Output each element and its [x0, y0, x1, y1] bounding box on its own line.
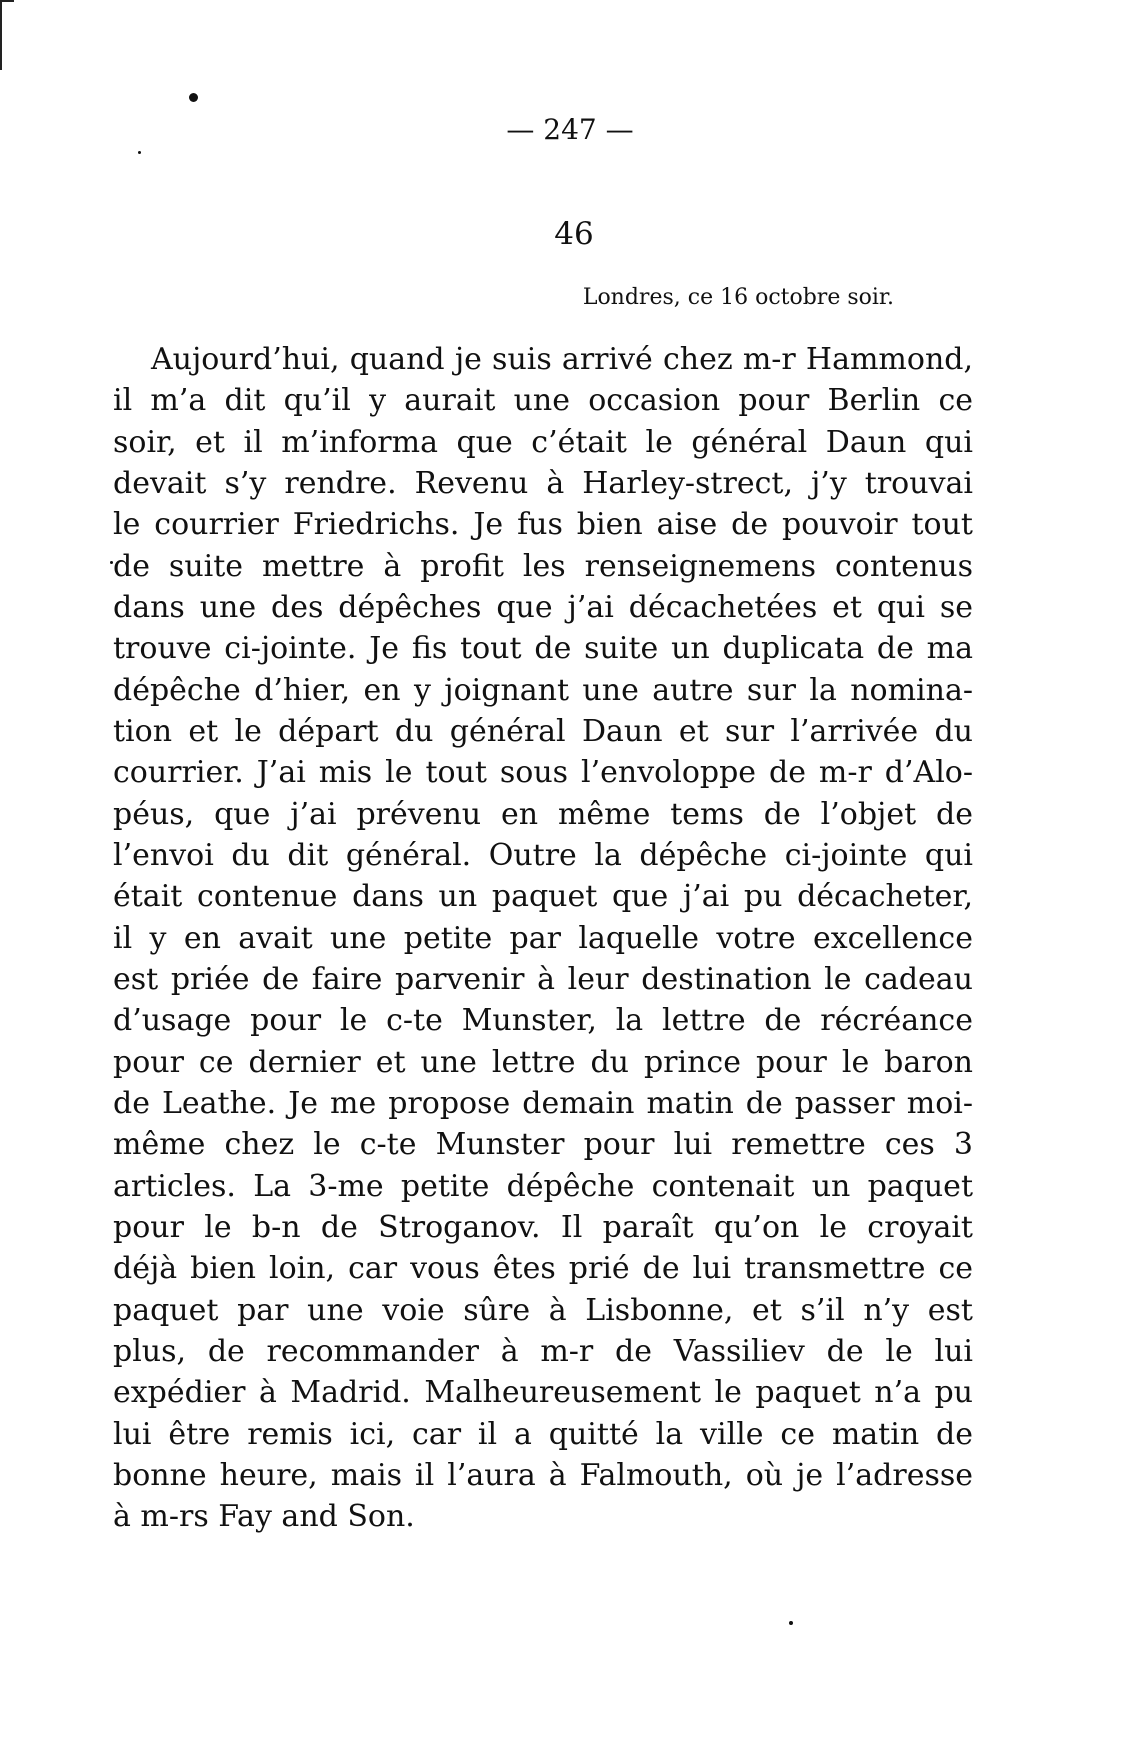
text-line: dépêche d’hier, en y joignant une autre sur la nomina- [113, 672, 973, 708]
text-line: l’envoi du dit général. Outre la dépêche ci-jointe qui [113, 837, 973, 873]
page-number: — 247 — [506, 113, 634, 146]
text-line: dans une des dépêches que j’ai décachetées et qui se [113, 589, 973, 625]
text-line: d’usage pour le c-te Munster, la lettre de récréance [113, 1003, 973, 1039]
text-line: même chez le c-te Munster pour lui remettre ces 3 [113, 1127, 973, 1163]
text-line: de suite mettre à profit les renseignemens contenus [113, 548, 973, 584]
letter-body [113, 339, 973, 1538]
text-line: paquet par une voie sûre à Lisbonne, et s’il n’y est [113, 1292, 973, 1328]
text-line: le courrier Friedrichs. Je fus bien aise de pouvoir tout [113, 507, 973, 543]
text-line: il m’a dit qu’il y aurait une occasion pour Berlin ce [113, 383, 973, 419]
text-line: plus, de recommander à m-r de Vassiliev de le lui [113, 1333, 973, 1369]
text-line: devait s’y rendre. Revenu à Harley-strect, j’y trouvai [113, 465, 973, 501]
text-line: est priée de faire parvenir à leur destination le cadeau [113, 961, 973, 997]
text-line: était contenue dans un paquet que j’ai pu décacheter, [113, 879, 973, 915]
text-line: expédier à Madrid. Malheureusement le paquet n’a pu [113, 1375, 973, 1411]
text-line: de Leathe. Je me propose demain matin de passer moi- [113, 1085, 973, 1121]
text-line: pour le b-n de Stroganov. Il paraît qu’on le croyait [113, 1209, 973, 1245]
text-line: il y en avait une petite par laquelle votre excellence [113, 920, 973, 956]
ink-dot [189, 93, 198, 102]
scan-corner-mark [0, 0, 14, 70]
text-line: à m-rs Fay and Son. [113, 1499, 415, 1535]
text-line: soir, et il m’informa que c’était le général Daun qui [113, 424, 973, 460]
text-line: déjà bien loin, car vous êtes prié de lui transmettre ce [113, 1251, 973, 1287]
text-line: lui être remis ici, car il a quitté la ville ce matin de [113, 1416, 973, 1452]
text-line: trouve ci-jointe. Je fis tout de suite un duplicata de ma [113, 631, 973, 667]
text-line: pour ce dernier et une lettre du prince pour le baron [113, 1044, 973, 1080]
letter-number: 46 [554, 216, 594, 252]
text-line: Aujourd’hui, quand je suis arrivé chez m-r Hammond, [151, 342, 973, 377]
ink-dot [789, 1621, 793, 1625]
text-line: tion et le départ du général Daun et sur l’arrivée du [113, 713, 973, 749]
text-line: articles. La 3-me petite dépêche contenait un paquet [113, 1168, 973, 1204]
text-line: courrier. J’ai mis le tout sous l’envoloppe de m-r d’Alo- [113, 755, 973, 791]
dateline: Londres, ce 16 octobre soir. [582, 285, 894, 310]
text-line: bonne heure, mais il l’aura à Falmouth, où je l’adresse [113, 1457, 973, 1493]
text-line: péus, que j’ai prévenu en même tems de l’objet de [113, 796, 973, 832]
ink-dot [138, 151, 141, 154]
